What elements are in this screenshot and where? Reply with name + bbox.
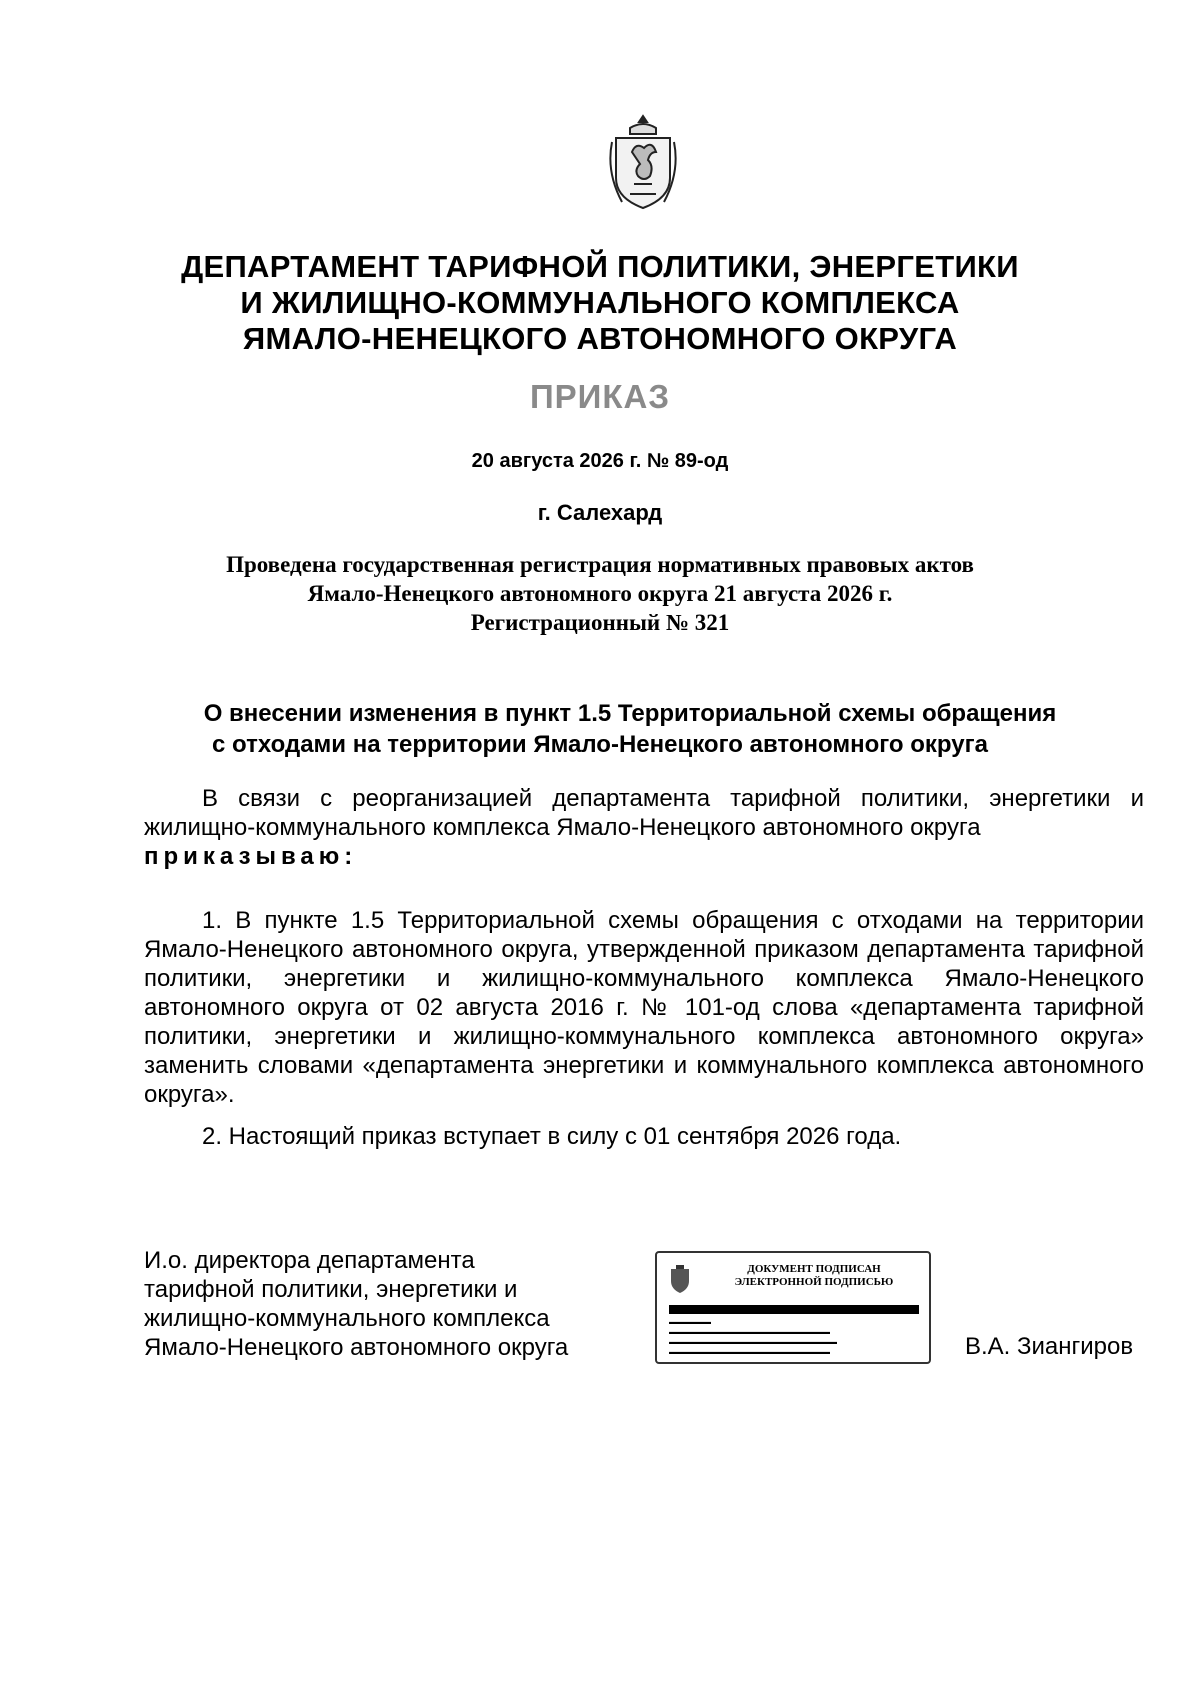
stamp-detail-line: ▬▬▬▬▬▬▬▬▬▬▬▬▬▬▬▬▬▬▬▬▬▬▬ xyxy=(669,1349,830,1356)
registration-number: Регистрационный № 321 xyxy=(470,610,730,635)
document-date-number: 20 августа 2026 г. № 89-од xyxy=(471,450,729,472)
stamp-detail-line: ▬▬▬▬▬▬ xyxy=(669,1319,711,1326)
organization-name-line-3: ЯМАЛО-НЕНЕЦКОГО АВТОНОМНОГО ОКРУГА xyxy=(242,321,958,356)
registration-note-line-1: Проведена государственная регистрация нормативных правовых актов xyxy=(226,552,974,577)
stamp-title-line-2: ЭЛЕКТРОННОЙ ПОДПИСЬЮ xyxy=(734,1276,894,1288)
stamp-title-line-1: ДОКУМЕНТ ПОДПИСАН xyxy=(747,1263,881,1275)
decree-word: приказываю: xyxy=(144,843,358,870)
signer-position xyxy=(144,1246,624,1362)
preamble-text: В связи с реорганизацией департамента тарифной политики, энергетики и жилищно-коммунального комплекса Ямало-Ненецкого автономного округа xyxy=(144,785,1144,841)
stamp-title xyxy=(701,1263,927,1289)
stamp-certificate-bar xyxy=(669,1305,919,1314)
signer-position-line-2: тарифной политики, энергетики и xyxy=(144,1276,518,1303)
stamp-detail-line: ▬▬▬▬▬▬▬▬▬▬▬▬▬▬▬▬▬▬▬▬▬▬▬ xyxy=(669,1329,830,1336)
order-item-2: 2. Настоящий приказ вступает в силу с 01 сентября 2026 года. xyxy=(202,1123,902,1150)
registration-note-line-2: Ямало-Ненецкого автономного округа 21 августа 2026 г. xyxy=(307,581,893,606)
preamble-paragraph xyxy=(144,784,1144,871)
stamp-emblem-icon xyxy=(667,1261,693,1295)
organization-name-line-2: И ЖИЛИЩНО-КОММУНАЛЬНОГО КОМПЛЕКСА xyxy=(240,285,960,320)
signer-name: В.А. Зиангиров xyxy=(965,1333,1134,1360)
order-item-1: 1. В пункте 1.5 Территориальной схемы обращения с отходами на территории Ямало-Ненецкого автономного округа, утвержденной приказом департамента тарифной политики, энергетики и жилищно-коммунального комплекса Ямало-Ненецкого автономного округа от 02 августа 2016 г. № 101-од слова «департамента тарифной политики, энергетики и жилищно-коммунального комплекса автономного округа» заменить словами «департамента энергетики и коммунального комплекса автономного округа». xyxy=(144,907,1144,1108)
subject-line-1: О внесении изменения в пункт 1.5 Территориальной схемы обращения xyxy=(203,700,1057,727)
document-type: ПРИКАЗ xyxy=(529,378,671,415)
organization-name-line-1: ДЕПАРТАМЕНТ ТАРИФНОЙ ПОЛИТИКИ, ЭНЕРГЕТИКИ xyxy=(181,249,1019,284)
stamp-detail-line: ▬▬▬▬▬▬▬▬▬▬▬▬▬▬▬▬▬▬▬▬▬▬▬▬ xyxy=(669,1339,837,1346)
signer-position-line-3: жилищно-коммунального комплекса xyxy=(144,1305,550,1332)
signer-position-line-4: Ямало-Ненецкого автономного округа xyxy=(144,1334,569,1361)
signer-position-line-1: И.о. директора департамента xyxy=(144,1247,475,1274)
document-city: г. Салехард xyxy=(537,500,663,525)
coat-of-arms-icon xyxy=(604,112,682,214)
electronic-signature-stamp xyxy=(655,1251,931,1364)
subject-line-2: с отходами на территории Ямало-Ненецкого автономного округа xyxy=(212,731,988,758)
